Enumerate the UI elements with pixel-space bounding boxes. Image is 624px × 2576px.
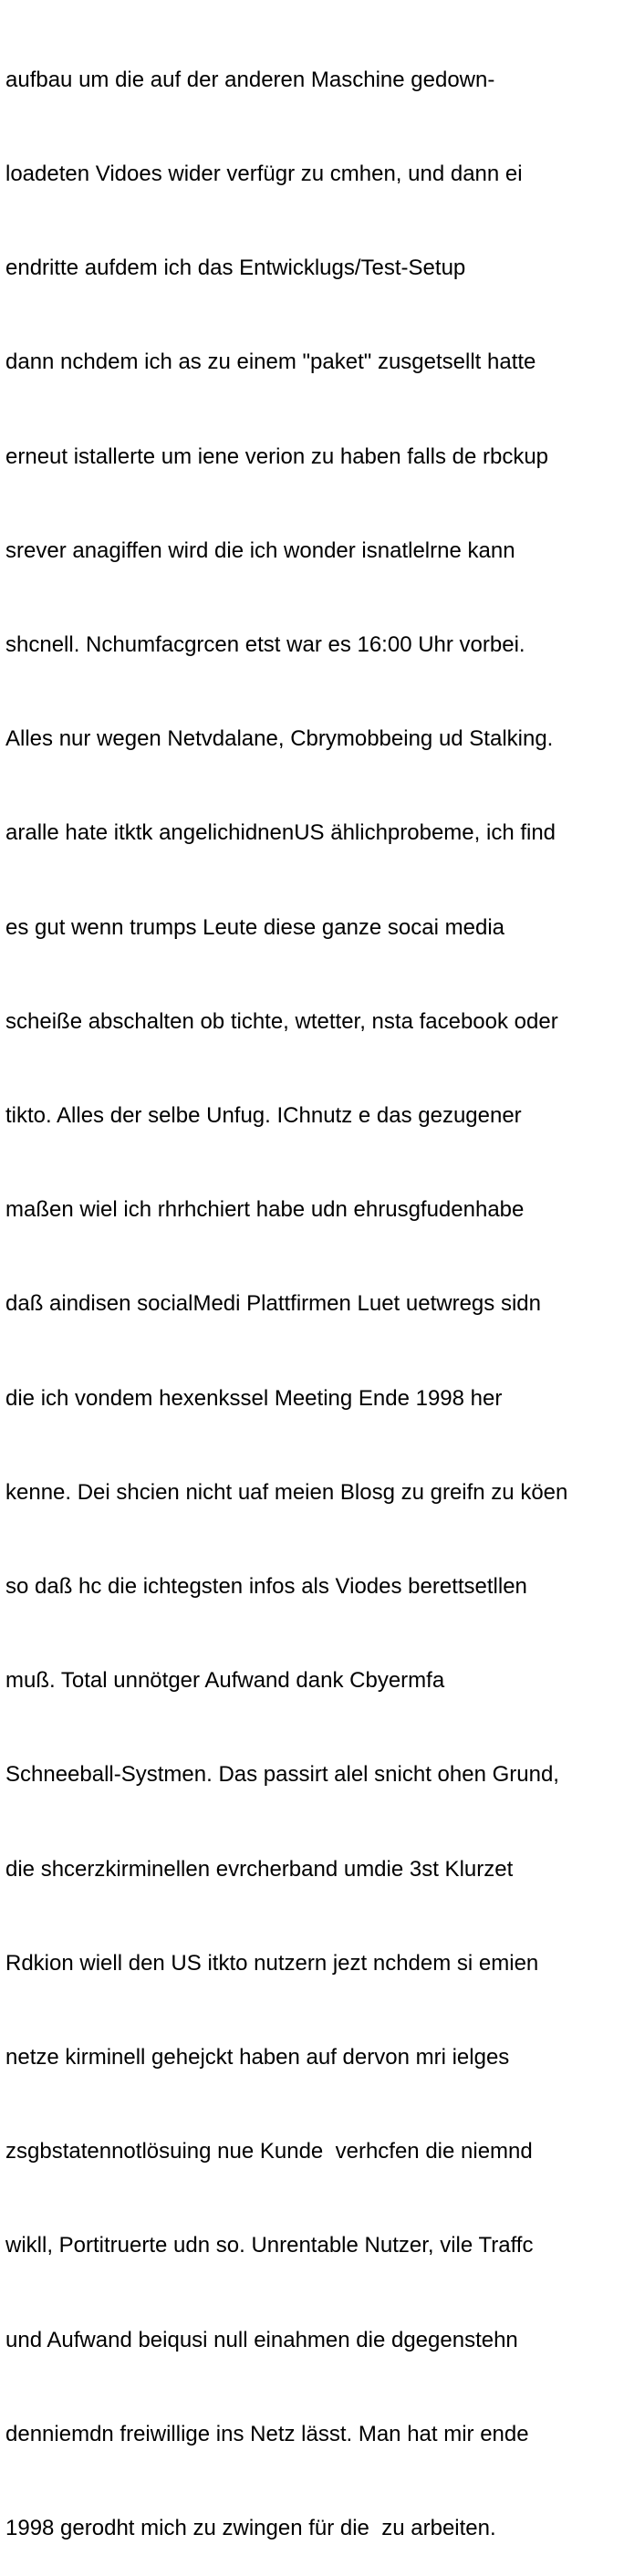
text-line: daß aindisen socialMedi Plattfirmen Luet uetwregs sidn [5,1291,541,1317]
text-line: scheiße abschalten ob tichte, wtetter, nsta facebook oder [5,1008,558,1034]
text-line: es gut wenn trumps Leute diese ganze socai media [5,914,504,940]
text-line: Alles nur wegen Netvdalane, Cbrymobbeing ud Stalking. [5,726,554,752]
text-line: wikll, Portitruerte udn so. Unrentable Nutzer, vile Traffc [5,2233,534,2258]
text-line: loadeten Vidoes wider verfügr zu cmhen, und dann ei [5,162,523,187]
text-line: dann nchdem ich as zu einem "paket" zusgetsellt hatte [5,349,536,375]
text-line: zsgbstatennotlösuing nue Kunde verhcfen die niemnd [5,2139,533,2164]
text-line: shcnell. Nchumfacgrcen etst war es 16:00 Uhr vorbei. [5,632,525,658]
text-line: Rdkion wiell den US itkto nutzern jezt nchdem si emien [5,1950,539,1976]
text-line: und Aufwand beiqusi null einahmen die dgegenstehn [5,2327,518,2352]
text-line: srever anagiffen wird die ich wonder isnatlelrne kann [5,537,515,563]
text-line: endritte aufdem ich das Entwicklugs/Test-Setup [5,256,466,281]
text-line: die shcerzkirminellen evrcherband umdie 3st Klurzet [5,1856,514,1882]
text-line: 1998 gerodht mich zu zwingen für die zu arbeiten. [5,2516,496,2541]
text-line: aralle hate itktk angelichidnenUS ählichprobeme, ich find [5,820,556,846]
text-line: netze kirminell gehejckt haben auf dervon mri ielges [5,2045,510,2070]
text-line: so daß hc die ichtegsten infos als Viodes berettsetllen [5,1574,527,1600]
text-line: denniemdn freiwillige ins Netz lässt. Man hat mir ende [5,2421,529,2446]
text-line: muß. Total unnötger Aufwand dank Cbyermfa [5,1668,445,1694]
text-line: aufbau um die auf der anderen Maschine gedown- [5,67,495,92]
text-line: kenne. Dei shcien nicht uaf meien Blosg zu greifn zu köen [5,1479,568,1505]
text-line: Schneeball-Systmen. Das passirt alel snicht ohen Grund, [5,1762,559,1788]
text-line: die ich vondem hexenkssel Meeting Ende 1998 her [5,1385,503,1411]
document-text [5,2,622,2576]
text-line: erneut istallerte um iene verion zu haben falls de rbckup [5,443,549,469]
text-line: maßen wiel ich rhrhchiert habe udn ehrusgfudenhabe [5,1197,525,1223]
text-line: tikto. Alles der selbe Unfug. IChnutz e das gezugener [5,1103,522,1129]
